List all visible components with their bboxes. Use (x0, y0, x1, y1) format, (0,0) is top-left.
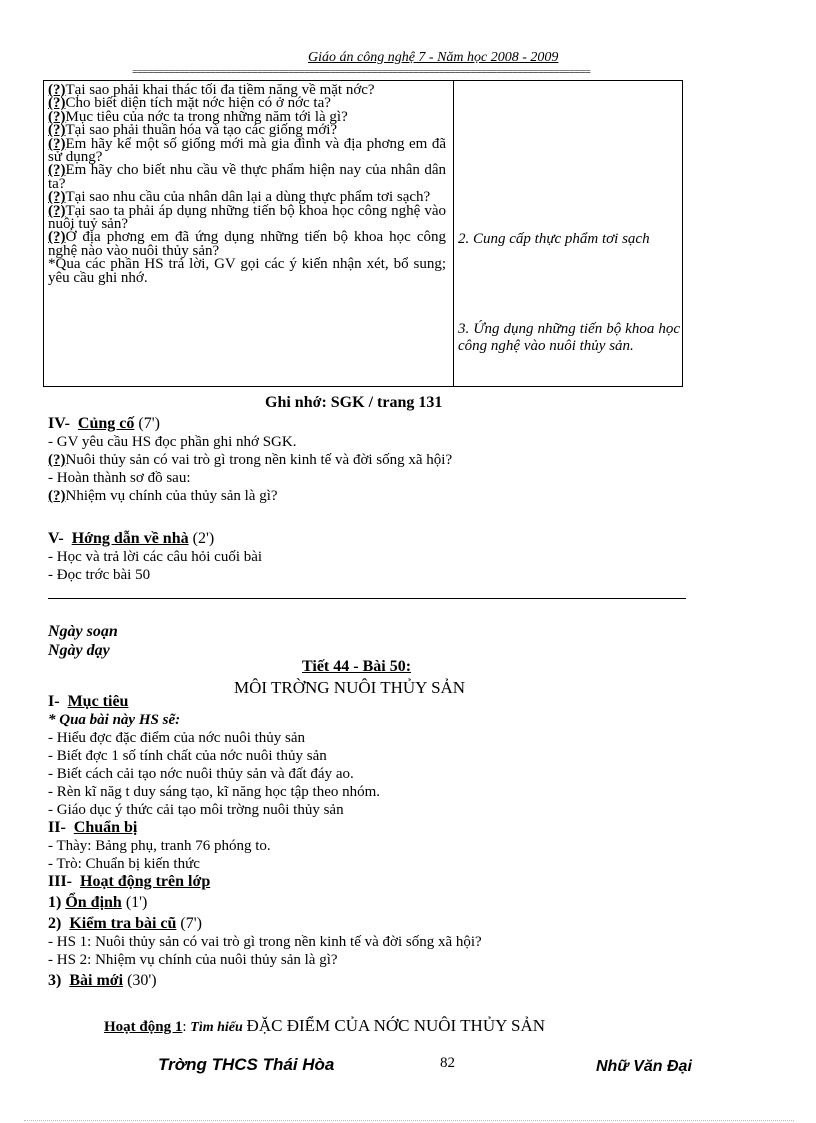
step-2-title: Kiểm tra bài cũ (69, 915, 177, 932)
question-mark-icon: (?) (48, 108, 66, 125)
divider-line (48, 598, 686, 599)
section-III-number: III- (48, 873, 73, 890)
table-column-divider (453, 81, 454, 386)
page-header-title: Giáo án công nghệ 7 - Năm học 2008 - 2009 (308, 50, 559, 65)
question-mark-icon: (?) (48, 189, 66, 206)
table-question-line: *Qua các phần HS trả lời, GV gọi các ý kiến nhận xét, bổ sung; yêu cầu ghi nhớ. (48, 256, 446, 286)
section-II-title: Chuẩn bị (73, 819, 138, 836)
section-I-title: Mục tiêu (67, 693, 129, 710)
section-5-number: V- (48, 530, 64, 547)
table-question-line: (?)Mục tiêu của nớc ta trong những năm tới là gì? (48, 108, 348, 125)
footer-school: Trờng THCS Thái Hòa (158, 1055, 335, 1074)
table-right-item-3: 3. Ứng dụng những tiến bộ khoa học công nghệ vào nuôi thủy sản. (458, 321, 680, 354)
section-5-title: Hớng dẫn về nhà (71, 530, 189, 547)
section-4-number: IV- (48, 415, 70, 432)
page-bottom-border (24, 1120, 794, 1121)
step-3-number: 3) (48, 972, 62, 989)
table-question-line: (?)Tại sao phải khai thác tối đa tiềm năng về mặt nớc? (48, 82, 375, 98)
lesson-subtitle: MÔI TRỜNG NUÔI THỦY SẢN (234, 678, 466, 697)
section-4-item: - Hoàn thành sơ đồ sau: (48, 470, 191, 486)
ghi-nho-note: Ghi nhớ: SGK / trang 131 (265, 394, 443, 411)
section-II-item: - Trò: Chuẩn bị kiến thức (48, 856, 200, 872)
step-1-number: 1) (48, 894, 62, 911)
section-4-time: (7') (138, 415, 160, 432)
table-right-item-2: 2. Cung cấp thực phẩm tơi sạch (458, 231, 650, 247)
section-I-item: - Giáo dục ý thức cải tạo môi trờng nuôi thủy sản (48, 802, 344, 818)
table-question-line: (?)Em hãy kể một số giống mới mà gia đình và địa phơng em đã sử dụng? (48, 135, 446, 166)
section-4-item: (?)Nhiệm vụ chính của thủy sản là gì? (48, 488, 278, 504)
step-2-time: (7') (180, 915, 202, 932)
section-5-time: (2') (192, 530, 215, 547)
step-1-title: Ổn định (65, 894, 122, 911)
question-mark-icon: (?) (48, 162, 66, 179)
section-5 (48, 530, 688, 584)
table-question-line: (?)Tại sao nhu cầu của nhân dân lại a dùng thực phẩm tơi sạch? (48, 189, 431, 206)
section-I-item: - Hiểu đợc đặc điểm của nớc nuôi thủy sản (48, 730, 306, 746)
section-I-intro: * Qua bài này HS sẽ: (48, 712, 181, 728)
question-mark-icon: (?) (48, 95, 66, 112)
ngay-day: Ngày dạy (48, 642, 110, 659)
table-question-line: (?)Tại sao ta phải áp dụng những tiến bộ khoa học công nghệ vào nuôi tuỷ sản? (48, 202, 446, 233)
activity-1-heading: Hoạt động 1: Tìm hiểu ĐẶC ĐIỂM CỦA NỚC NUÔI THỦY SẢN (104, 1016, 546, 1035)
question-mark-icon: (?) (48, 122, 66, 139)
table-question-line: (?)Tại sao phải thuần hóa và tạo các giống mới? (48, 122, 338, 139)
section-5-item: - Học và trả lời các câu hỏi cuối bài (48, 549, 263, 565)
question-mark-icon: (?) (48, 135, 66, 152)
header-separator: ======================================================================================== (132, 66, 590, 78)
ngay-soan: Ngày soạn (48, 623, 118, 640)
question-mark-icon: (?) (48, 202, 66, 219)
section-III-title: Hoạt động trên lớp (80, 873, 211, 890)
table-left-column (48, 84, 446, 285)
section-5-item: - Đọc trớc bài 50 (48, 567, 151, 583)
step-2-item: - HS 2: Nhiệm vụ chính của nuôi thủy sản là gì? (48, 952, 338, 968)
lesson-title: Tiết 44 - Bài 50: (302, 658, 412, 675)
section-4 (48, 415, 688, 505)
section-I-item: - Biết cách cải tạo nớc nuôi thủy sản và đất đáy ao. (48, 766, 354, 782)
section-4-item: (?)Nuôi thủy sản có vai trò gì trong nền kinh tế và đời sống xã hội? (48, 452, 453, 468)
activity-1-prefix: Tìm hiểu (190, 1020, 243, 1035)
table-question-line: (?)Cho biết diện tích mặt nớc hiện có ở nớc ta? (48, 95, 331, 112)
table-question-line: (?)Em hãy cho biết nhu cầu về thực phẩm hiện nay của nhân dân ta? (48, 162, 446, 192)
footer-page-number: 82 (440, 1055, 455, 1071)
step-3-title: Bài mới (69, 972, 124, 989)
section-II-item: - Thày: Bảng phụ, tranh 76 phóng to. (48, 838, 271, 854)
activity-1-title: ĐẶC ĐIỂM CỦA NỚC NUÔI THỦY SẢN (246, 1016, 546, 1035)
question-mark-icon: (?) (48, 82, 66, 98)
activity-table (43, 80, 683, 387)
question-mark-icon: (?) (48, 229, 66, 246)
step-1-time: (1') (125, 894, 148, 911)
activity-1-label: Hoạt động 1 (104, 1019, 183, 1035)
section-I-item: - Biết đợc 1 số tính chất của nớc nuôi thủy sản (48, 748, 327, 764)
step-3-time: (30') (127, 972, 157, 989)
step-2-item: - HS 1: Nuôi thủy sản có vai trò gì trong nền kinh tế và đời sống xã hội? (48, 934, 482, 950)
section-4-item: - GV yêu cầu HS đọc phần ghi nhớ SGK. (48, 434, 297, 450)
section-I-number: I- (48, 693, 60, 710)
section-II-number: II- (48, 819, 66, 836)
section-I (48, 693, 688, 990)
section-I-item: - Rèn kĩ năg t duy sáng tạo, kĩ năng học tập theo nhóm. (48, 784, 381, 800)
table-question-line: (?)Ở địa phơng em đã ứng dụng những tiến bộ khoa học công nghệ nào vào nuôi thủy sản? (48, 229, 446, 259)
footer-author: Nhữ Văn Đại (596, 1058, 692, 1075)
step-2-number: 2) (48, 915, 62, 932)
section-4-title: Củng cố (77, 415, 135, 432)
